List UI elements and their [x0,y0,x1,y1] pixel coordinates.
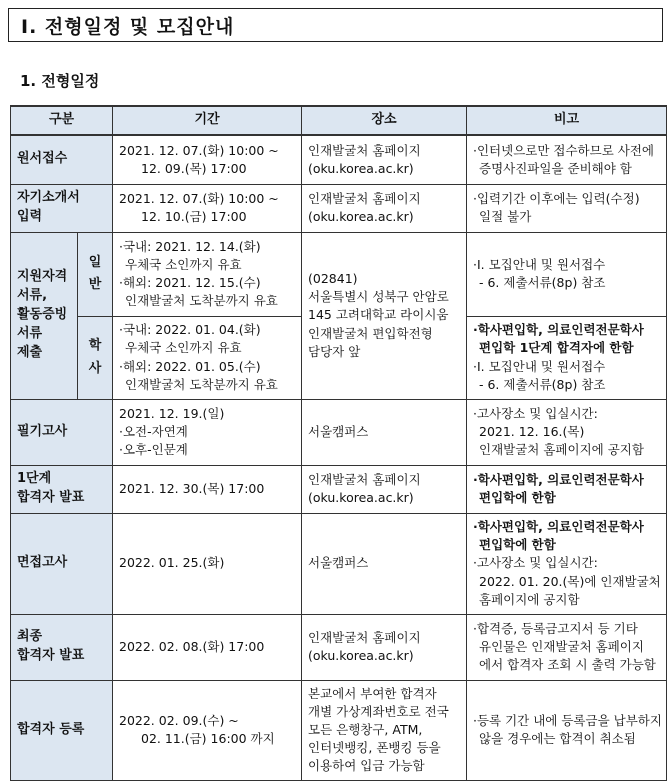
table-row [11,399,667,465]
row-note: ·합격증, 등록금고지서 등 기타 유인물은 인재발굴처 홈페이지 에서 합격자 조회 시 출력 가능함 [467,614,667,680]
row-category: 합격자 등록 [11,680,113,780]
row-place: 서울캠퍼스 [302,513,467,614]
section-title-box [8,8,663,42]
row-subcategory-general: 일 반 [78,232,113,316]
column-header: 기간 [113,106,302,135]
table-row [11,465,667,513]
column-header: 비고 [467,106,667,135]
table-row [11,135,667,184]
row-category: 자기소개서 입력 [11,184,113,232]
row-period: 2021. 12. 07.(화) 10:00 ~ 12. 10.(금) 17:00 [113,184,302,232]
row-place: 인재발굴처 홈페이지 (oku.korea.ac.kr) [302,135,467,184]
subsection-title: 1. 전형일정 [20,72,100,90]
column-header: 구분 [11,106,113,135]
table-row [11,513,667,614]
row-note: ·학사편입학, 의료인력전문학사 편입학 1단계 합격자에 한함 ·Ⅰ. 모집안내 및 원서접수 - 6. 제출서류(8p) 참조 [467,316,667,399]
table-row [11,680,667,780]
row-period: ·국내: 2022. 01. 04.(화) 우체국 소인까지 유효 ·해외: 2022. 01. 05.(수) 인재발굴처 도착분까지 유효 [113,316,302,399]
table-row [11,232,667,316]
row-place: 인재발굴처 홈페이지 (oku.korea.ac.kr) [302,465,467,513]
row-place: 인재발굴처 홈페이지 (oku.korea.ac.kr) [302,614,467,680]
row-period: 2022. 02. 08.(화) 17:00 [113,614,302,680]
row-note: ·Ⅰ. 모집안내 및 원서접수 - 6. 제출서류(8p) 참조 [467,232,667,316]
row-note: ·입력기간 이후에는 입력(수정) 일절 불가 [467,184,667,232]
table-row [11,184,667,232]
table-row [11,614,667,680]
row-subcategory-bachelor: 학 사 [78,316,113,399]
column-header: 장소 [302,106,467,135]
row-note: ·인터넷으로만 접수하므로 사전에 증명사진파일을 준비해야 함 [467,135,667,184]
row-note: ·학사편입학, 의료인력전문학사 편입학에 한함 [467,465,667,513]
row-place: 인재발굴처 홈페이지 (oku.korea.ac.kr) [302,184,467,232]
row-place: 본교에서 부여한 합격자 개별 가상계좌번호로 전국 모든 은행창구, ATM, 인터넷뱅킹, 폰뱅킹 등을 이용하여 입금 가능함 [302,680,467,780]
row-place: (02841) 서울특별시 성북구 안암로 145 고려대학교 라이시움 인재발굴처 편입학전형 담당자 앞 [302,232,467,399]
row-category: 필기고사 [11,399,113,465]
row-category: 원서접수 [11,135,113,184]
row-note: ·등록 기간 내에 등록금을 납부하지 않을 경우에는 합격이 취소됨 [467,680,667,780]
row-period: 2022. 02. 09.(수) ~ 02. 11.(금) 16:00 까지 [113,680,302,780]
row-category: 지원자격 서류, 활동증빙 서류 제출 [11,232,78,399]
row-place: 서울캠퍼스 [302,399,467,465]
schedule-table [10,105,667,781]
section-title: Ⅰ. 전형일정 및 모집안내 [21,15,235,38]
row-period: 2021. 12. 19.(일) ·오전-자연계 ·오후-인문계 [113,399,302,465]
row-category: 면접고사 [11,513,113,614]
row-category: 1단계 합격자 발표 [11,465,113,513]
table-header-row [11,106,667,135]
row-note: ·학사편입학, 의료인력전문학사 편입학에 한함 ·고사장소 및 입실시간: 2022. 01. 20.(목)에 인재발굴처 홈페이지에 공지함 [467,513,667,614]
row-period: ·국내: 2021. 12. 14.(화) 우체국 소인까지 유효 ·해외: 2021. 12. 15.(수) 인재발굴처 도착분까지 유효 [113,232,302,316]
row-note: ·고사장소 및 입실시간: 2021. 12. 16.(목) 인재발굴처 홈페이지에 공지함 [467,399,667,465]
row-period: 2021. 12. 30.(목) 17:00 [113,465,302,513]
row-period: 2021. 12. 07.(화) 10:00 ~ 12. 09.(목) 17:00 [113,135,302,184]
row-category: 최종 합격자 발표 [11,614,113,680]
row-period: 2022. 01. 25.(화) [113,513,302,614]
